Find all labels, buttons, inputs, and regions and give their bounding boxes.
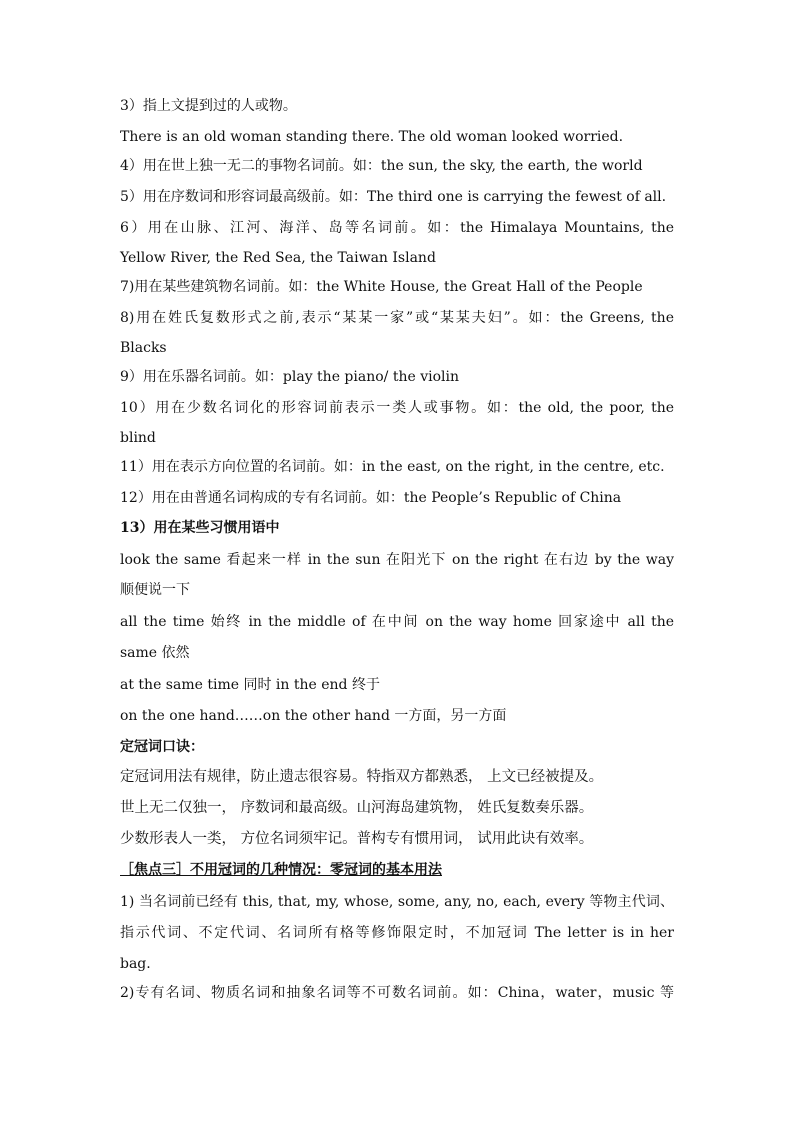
text-line: same 依然 bbox=[120, 645, 190, 661]
text-line: all the time 始终 in the middle of 在中间 on the way home 回家途中 all the bbox=[120, 614, 674, 630]
mnemonic-line: 定冠词用法有规律，防止遗志很容易。特指双方都熟悉， 上文已经被提及。 bbox=[120, 769, 604, 785]
text-line: 2)专有名词、物质名词和抽象名词等不可数名词前。如：China，water，music 等 bbox=[120, 985, 674, 1001]
mnemonic-line: 少数形表人一类， 方位名词须牢记。普构专有惯用词， 试用此诀有效率。 bbox=[120, 831, 594, 847]
mnemonic-line: 世上无二仅独一， 序数词和最高级。山河海岛建筑物， 姓氏复数奏乐器。 bbox=[120, 800, 594, 816]
section-heading: ［焦点三］不用冠词的几种情况：零冠词的基本用法 bbox=[120, 862, 442, 878]
text-line: 7)用在某些建筑物名词前。如：the White House, the Great Hall of the People bbox=[120, 279, 643, 295]
text-line: 5）用在序数词和形容词最高级前。如：The third one is carrying the fewest of all. bbox=[120, 189, 667, 205]
text-line: look the same 看起来一样 in the sun 在阳光下 on the right 在右边 by the way bbox=[120, 552, 674, 568]
text-line: 顺便说一下 bbox=[120, 582, 190, 598]
text-line: at the same time 同时 in the end 终于 bbox=[120, 677, 380, 693]
section-heading: 定冠词口诀： bbox=[120, 739, 204, 755]
text-line: 1) 当名词前已经有 this, that, my, whose, some, any, no, each, every 等物主代词、 bbox=[120, 894, 674, 910]
text-line: 11）用在表示方向位置的名词前。如：in the east, on the right, in the centre, etc. bbox=[120, 459, 665, 475]
text-line: 4）用在世上独一无二的事物名词前。如：the sun, the sky, the earth, the world bbox=[120, 158, 643, 174]
text-line: 12）用在由普通名词构成的专有名词前。如：the People’s Republic of China bbox=[120, 490, 622, 506]
text-line: 9）用在乐器名词前。如：play the piano/ the violin bbox=[120, 369, 459, 385]
text-line: 6）用在山脉、江河、海洋、岛等名词前。如：the Himalaya Mountains, the bbox=[120, 220, 674, 236]
text-line: bag. bbox=[120, 956, 151, 972]
text-line: There is an old woman standing there. The old woman looked worried. bbox=[120, 129, 624, 145]
section-heading: 13）用在某些习惯用语中 bbox=[120, 520, 280, 536]
text-line: blind bbox=[120, 430, 156, 446]
text-line: 3）指上文提到过的人或物。 bbox=[120, 98, 297, 114]
text-line: on the one hand……on the other hand 一方面，另一方面 bbox=[120, 708, 507, 724]
text-line: Blacks bbox=[120, 340, 167, 356]
text-line: 指示代词、不定代词、名词所有格等修饰限定时，不加冠词 The letter is in her bbox=[120, 925, 674, 941]
text-line: 8)用在姓氏复数形式之前,表示“某某一家”或“某某夫妇”。如：the Greens, the bbox=[120, 310, 674, 326]
text-line: 10）用在少数名词化的形容词前表示一类人或事物。如：the old, the poor, the bbox=[120, 400, 674, 416]
text-line: Yellow River, the Red Sea, the Taiwan Island bbox=[120, 250, 436, 266]
